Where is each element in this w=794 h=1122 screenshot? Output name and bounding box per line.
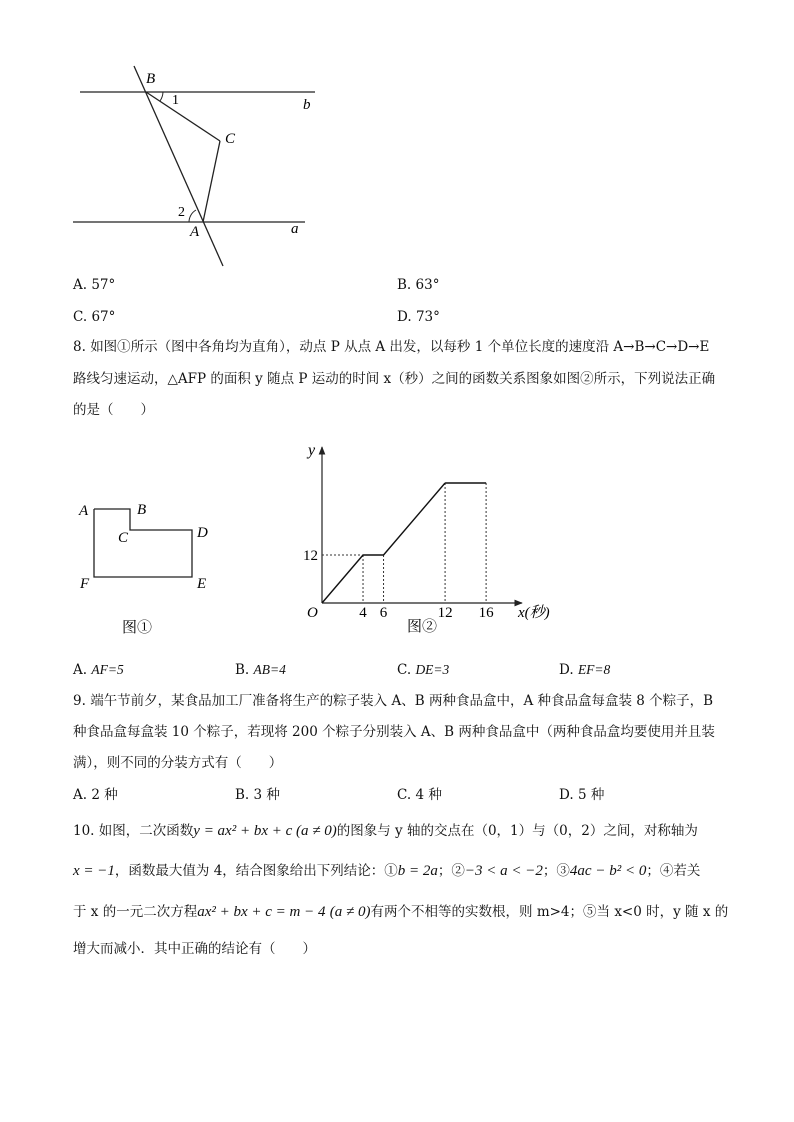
- formula-a-nonzero: (a ≠ 0): [329, 904, 371, 920]
- polygon-ABCDEF: [94, 509, 192, 577]
- q9-line-2: 种食品盒每盒装 10 个粽子，若现将 200 个粽子分别装入 A、B 两种食品盒中（两种食品盒均要使用并且装: [73, 724, 715, 740]
- x-tick-label-6: 6: [379, 605, 388, 621]
- fig1-caption: 图①: [122, 620, 153, 636]
- q8-line-2: 路线匀速运动，△AFP 的面积 y 随点 P 运动的时间 x（秒）之间的函数关系图象如图②所示，下列说法正确: [73, 371, 716, 387]
- q9-option-b: B. 3 种: [235, 787, 280, 803]
- fig1-label-A: A: [79, 503, 89, 519]
- q9-line-3: 满），则不同的分装方式有（ ）: [73, 755, 283, 771]
- x-tick-label-4: 4: [359, 605, 367, 621]
- q9-line-1: 9. 端午节前夕，某食品加工厂准备将生产的粽子装入 A、B 两种食品盒中，A 种食品盒每盒装 8 个粽子，B: [73, 693, 714, 709]
- q7-option-b: B. 63°: [397, 277, 440, 293]
- fig1-label-B: B: [137, 502, 147, 518]
- fig1-label-C: C: [118, 530, 129, 546]
- q8-line-3: 的是（ ）: [73, 402, 154, 418]
- label-b: b: [303, 97, 311, 113]
- x-tick-label-12: 12: [437, 605, 453, 621]
- fig2-caption: 图②: [407, 619, 438, 635]
- q8-option-c: C. DE=3: [397, 662, 450, 678]
- origin-label: O: [307, 605, 318, 621]
- label-angle-1: 1: [172, 93, 179, 108]
- q7-option-d: D. 73°: [397, 309, 440, 325]
- y-tick-label-12: 12: [303, 548, 318, 564]
- q10-line-1: 10. 如图，二次函数y = ax² + bx + c (a ≠ 0)的图象与 y 轴的交点在（0，1）与（0，2）之间，对称轴为: [73, 823, 698, 839]
- angle-2-arc: [189, 210, 196, 222]
- q10-line-2: x = −1，函数最大值为 4，结合图象给出下列结论：①b = 2a；②−3 < a < −2；③4ac − b² < 0；④若关: [73, 863, 701, 879]
- q7-option-c: C. 67°: [73, 309, 116, 325]
- fig1-label-E: E: [197, 576, 207, 592]
- fig1-label-D: D: [197, 525, 208, 541]
- q8-option-d: D. EF=8: [559, 662, 611, 678]
- q8-figure-1: [60, 490, 240, 650]
- label-B: B: [146, 71, 156, 87]
- label-a: a: [291, 221, 299, 237]
- label-A: A: [190, 224, 200, 240]
- q9-option-c: C. 4 种: [397, 787, 442, 803]
- series-segment-1: [322, 555, 363, 603]
- q8-line-1: 8. 如图①所示（图中各角均为直角），动点 P 从点 A 出发，以每秒 1 个单位长度的速度沿 A→B→C→D→E: [73, 339, 710, 355]
- formula-axis: x = −1: [73, 863, 115, 879]
- x-tick-label-16: 16: [478, 605, 494, 621]
- formula-a-range: −3 < a < −2: [464, 863, 543, 879]
- series-segment-3: [384, 483, 446, 555]
- formula-quadratic: y = ax² + bx + c (a ≠ 0): [193, 823, 337, 839]
- parallel-lines-figure: [0, 0, 794, 280]
- q10-line-4: 增大而减小．其中正确的结论有（ ）: [73, 941, 316, 957]
- label-angle-2: 2: [178, 205, 185, 220]
- q10-line-3: 于 x 的一元二次方程ax² + bx + c = m − 4 (a ≠ 0)有两个不相等的实数根，则 m>4；⑤当 x<0 时，y 随 x 的: [73, 904, 729, 920]
- x-axis-label: x(秒): [518, 605, 550, 621]
- y-axis-label: y: [308, 442, 316, 459]
- q8-option-b: B. AB=4: [235, 662, 286, 678]
- q9-option-a: A. 2 种: [73, 787, 118, 803]
- q8-figure-2-graph: [290, 435, 560, 645]
- formula-equation: ax² + bx + c = m − 4: [197, 904, 326, 920]
- label-C: C: [225, 131, 236, 147]
- segment-CA: [203, 141, 220, 222]
- q9-option-d: D. 5 种: [559, 787, 605, 803]
- q8-option-a: A. AF=5: [73, 662, 124, 678]
- formula-b-2a: b = 2a: [397, 863, 438, 879]
- fig1-label-F: F: [80, 576, 90, 592]
- formula-discriminant: 4ac − b² < 0: [569, 863, 647, 879]
- angle-1-arc: [160, 92, 163, 101]
- q7-option-a: A. 57°: [73, 277, 116, 293]
